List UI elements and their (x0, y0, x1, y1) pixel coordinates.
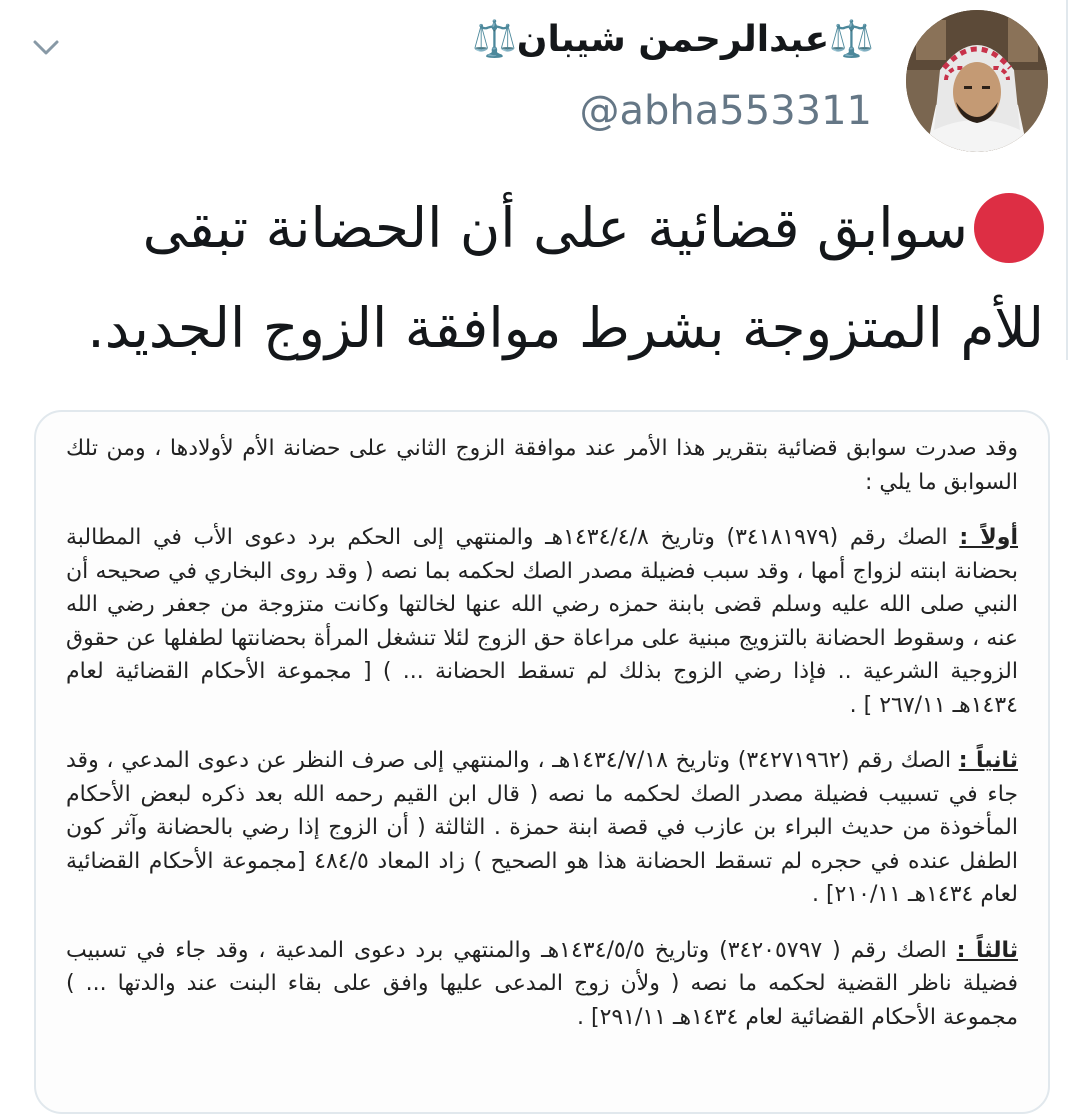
item-label: ثالثاً : (956, 937, 1019, 963)
avatar-image (906, 10, 1048, 152)
item-label: ثانياً : (958, 748, 1018, 773)
scrollbar[interactable] (1066, 0, 1080, 360)
item-body: الصك رقم ( ٣٤٢٠٥٧٩٧) وتاريخ ١٤٣٤/٥/٥هـ والمنتهي برد دعوى المدعية ، وقد جاء في تسبيب فضيلة ناظر القضية لحكمه ما نصه ( ولأن زوج المدعى عليها وافق على بقاء البنت عند والدتها ... ) مجموعة الأحكام القضائية لعام ١٤٣٤هـ ٢٩١/١١] . (66, 937, 1018, 1030)
tweet-image[interactable] (34, 410, 1050, 1114)
avatar[interactable] (906, 10, 1048, 152)
item-body: الصك رقم (٣٤٢٧١٩٦٢) وتاريخ ١٤٣٤/٧/١٨هـ ، والمنتهي إلى صرف النظر عن دعوى المدعي ، وقد جاء في تسبيب فضيلة مصدر الصك لحكمه ما نصه ( قال ابن القيم رحمه الله بعد ذكره لبعض الأحكام المأخوذة من حديث البراء بن عازب في قصة ابنة حمزة . الثالثة ( أن الزوج إذا رضي بالحضانة وآثر كون الطفل عنده في حجره لم تسقط الحضانة هذا هو الصحيح ) زاد المعاد ٤٨٤/٥ [مجموعة الأحكام القضائية لعام ١٤٣٤هـ ٢١٠/١١] . (66, 748, 1018, 907)
document-intro: وقد صدرت سوابق قضائية بتقرير هذا الأمر عند موافقة الزوج الثاني على حضانة الأم لأولادها ، ومن تلك السوابق ما يلي : (66, 436, 1018, 495)
document-item-2 (66, 744, 1018, 912)
tweet-text-content: سوابق قضائية على أن الحضانة تبقى للأم المتزوجة بشرط موافقة الزوج الجديد. (87, 196, 1044, 360)
display-name[interactable]: ⚖️عبدالرحمن شيبان⚖️ (471, 19, 874, 60)
document-scan (66, 432, 1018, 1056)
item-body: الصك رقم (٣٤١٨١٩٧٩) وتاريخ ١٤٣٤/٤/٨هـ والمنتهي إلى الحكم برد دعوى الأب في المطالبة بحضانة ابنته لزواج أمها ، وقد سبب فضيلة مصدر الصك لحكمه بما نصه ( وقد روى البخاري في صحيحه أن النبي صلى الله عليه وسلم قضى بابنة حمزه رضي الله عنها لخالتها وكانت متزوجة من جعفر رضي الله عنه ، وسقوط الحضانة بالتزويج مبنية على مراعاة حق الزوج لئلا تنشغل المرأة بحضانتها لطفلها عن حقوق الزوجية الشرعية .. فإذا رضي الزوج بذلك لم تسقط الحضانة ... ) [ مجموعة الأحكام القضائية لعام ١٤٣٤هـ ٢٦٧/١١ ] . (66, 525, 1018, 718)
chevron-down-icon[interactable] (28, 30, 64, 66)
tweet-text (44, 178, 1044, 378)
red-circle-icon (974, 193, 1044, 263)
item-label: أولاً : (959, 525, 1018, 550)
document-item-3 (66, 934, 1018, 1035)
document-item-1 (66, 521, 1018, 722)
user-handle[interactable]: @abha553311 (579, 88, 872, 134)
